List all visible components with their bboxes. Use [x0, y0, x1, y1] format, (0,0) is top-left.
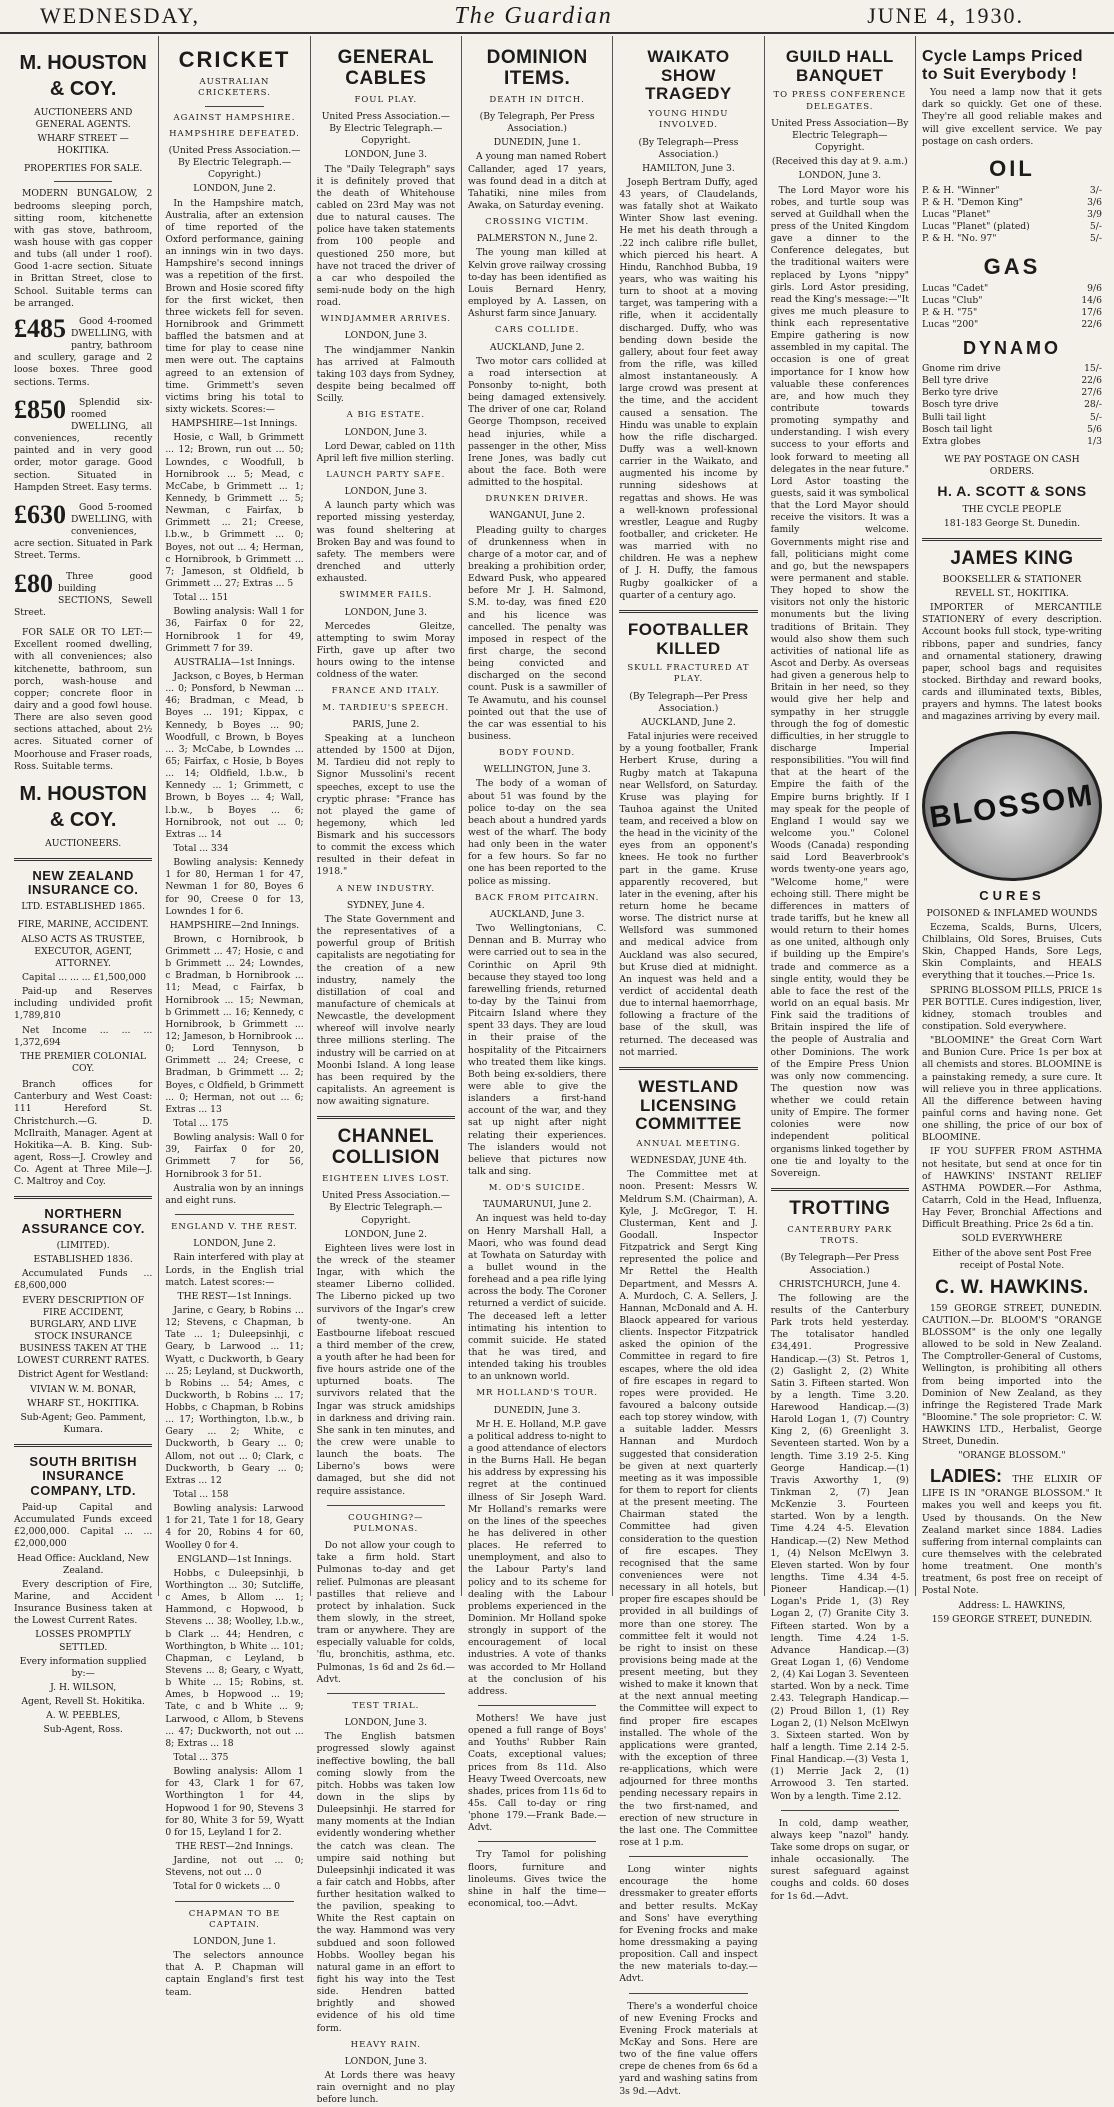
price-row — [922, 399, 1102, 411]
guildhall-credit: United Press Association—By Electric Telegraph—Copyright. — [771, 117, 909, 154]
nzi-fire: FIRE, MARINE, ACCIDENT. — [17, 919, 149, 931]
king-sub: BOOKSELLER & STATIONER — [942, 573, 1082, 585]
dominion-d8: DUNEDIN, June 3. — [493, 1404, 581, 1416]
price-item-label: Berko tyre drive — [921, 387, 999, 399]
price-item-label: P. & H. "Winner" — [921, 184, 1000, 196]
dominion-p7: An inquest was held to-day on Henry Marshall Hall, a Maori, who was found dead at Towhata on Saturday with a bullet wound in the forehead and a pea rifle lying across the body. The Coroner returned a verdict of suicide. The deceased left a letter intimating his intention to commit suicide. He stated that he was tired, and intended taking his troubles to an unknown world. — [467, 1213, 607, 1383]
price-row — [922, 307, 1102, 319]
south-british-heading: SOUTH BRITISH INSURANCE COMPANY, LTD. — [29, 1454, 137, 1498]
cricket-sub-3: HAMPSHIRE DEFEATED. — [169, 128, 300, 139]
cables-sub-10: HEAVY RAIN. — [350, 2039, 421, 2050]
price-row — [922, 221, 1102, 233]
poisoned-heading: POISONED & INFLAMED WOUNDS — [926, 907, 1098, 919]
south-desc: Every description of Fire, Marine, and Accident Insurance Business taken at the Lowest Current Rates. — [14, 1578, 153, 1627]
property-3 — [14, 394, 153, 494]
divider — [619, 610, 757, 613]
scott-addr: 181-183 George St. Dunedin. — [943, 517, 1081, 529]
cables-p1: The "Daily Telegraph" says it is definitely proved that the death of Whitehouse cabled on 23rd May was not due to natural causes. The police have taken statements from 100 people and questioned 250 more, but have not traced the driver of a car who despoiled the semi-nude body on the high road. — [316, 163, 455, 309]
dominion-d3: AUCKLAND, June 2. — [489, 341, 585, 353]
divider — [771, 1188, 909, 1191]
cricket-para-1: In the Hampshire match, Australia, after an extension of time reported of the Oxford performance, gaining an innings win in two days. Hampshire's second innings was a repetition of the first. Brown and Hosie scored fifty for the first wicket, then three wickets fell for seven. Hornibrook and Grimmett baffled the batsmen and at time for play to cease nine men were out. The captains agreed to an extension of time. Grimmett's seven victims bring his total to sixty wickets. Scores:— — [165, 197, 304, 416]
price-item-value: 5/6 — [1087, 423, 1102, 435]
northern-every: EVERY DESCRIPTION OF FIRE ACCIDENT, BURGLARY, AND LIVE STOCK INSURANCE BUSINESS TAKEN AT THE LOWEST CURRENT RATES. — [17, 1294, 150, 1367]
dominion-p4: Pleading guilty to charges of drunkenness when in charge of a motor car, and of breaking a prohibition order, Edward Pusk, who appeared before Mr J. H. Salmond, S.M. to-day, was fined £20 and his licence was cancelled. The penalty was imposed in respect of the first charge, the second being convicted and discharged on the second count. Pusk is a sawmiller of Te Awamutu, and his counsel pointed out that the use of the car was essential to his business. — [467, 524, 607, 742]
south-wilson-addr: Agent, Revell St. Hokitika. — [21, 1696, 145, 1708]
king-text: IMPORTER of MERCANTILE STATIONERY of every description. Account books full stock, type-writing ribbons, paper and sundries, fancy and ornamental stationery, drawing paper, school bags and requisites stocked. Birthday and reward books, cards and illuminated texts, Bibles, prayers and hymns. The latest books and magazines arriving by every mail. — [921, 602, 1102, 723]
guildhall-heading: GUILD HALL BANQUET — [785, 47, 894, 85]
waikato-heading: WAIKATO SHOW TRAGEDY — [645, 47, 732, 104]
divider — [629, 1856, 747, 1857]
dominion-p5: The body of a woman of about 51 was found by the police to-day on the sea beach about a hundred yards west of the wharf. The body had only been in the water for a few hours. So far no one has been reported to the police as missing. — [467, 778, 607, 887]
dynamo-heading: DYNAMO — [962, 338, 1061, 359]
dominion-p8: Mr H. E. Holland, M.P. gave a political address to-night to a good attendance of electors in the Burns Hall. He began his address by expressing his regret at the continued illness of Sir Joseph Ward. Mr Holland's remarks were on the lines of the speeches he has delivered in other places. He referred to unemployment, and also to the Labour Party's land policy and to its scheme for dealing with the Labour problems experienced in the Dominion. Mr Holland spoke strongly in support of the encouragement of local industries. A vote of thanks was accorded to Mr Holland at the conclusion of his address. — [467, 1418, 607, 1697]
column-7-ads — [916, 36, 1108, 1625]
cables-p10: At Lords there was heavy rain overnight and no play before lunch. — [316, 2070, 455, 2106]
cricket-scores-2: Jackson, c Boyes, b Herman ... 0; Ponsford, b Newman ... 46; Bradman, c Mead, b Boyes ... 191; Kippax, c Kennedy, b Boyes ... 90; Woodfull, c Brown, b Boyes ... 3; McCabe, b Lowndes ... 65; Fairfax, c Hosie, b Boyes ... 14; Oldfield, l.b.w., b Kennedy ... 1; Grimmett, c Brown, b Boyes ... 4; Wall, l.b.w., b Boyes ... 6; Hornibrook, not out ... 0; Extras ... 14 — [165, 670, 304, 840]
cables-p2: The windjammer Nankin has arrived at Falmouth taking 103 days from Sydney, despite being becalmed off Scilly. — [316, 344, 455, 405]
cables-sub-7: A NEW INDUSTRY. — [336, 883, 436, 894]
nzi-branch: Branch offices for Canterbury and West Coast: 111 Hereford St. Christchurch.—G. D. McIlraith, Manager. Agent at Hokitika—A. B. King. Sub-agent, Ross—J. Crowley and Co. Agent at Three Mile—J. C. Maltroy and Coy. — [14, 1079, 153, 1188]
cables-d7: SYDNEY, June 4. — [346, 899, 425, 911]
nzi-trustee: ALSO ACTS AS TRUSTEE, EXECUTOR, AGENT, ATTORNEY. — [21, 933, 146, 969]
cables-p5: Mercedes Gleitze, attempting to swim Moray Firth, gave up after two hours owing to the intense coldness of the water. — [316, 620, 455, 681]
divider — [619, 1067, 757, 1070]
south-peebles-addr: Sub-Agent, Ross. — [43, 1724, 123, 1736]
postage-note: WE PAY POSTAGE ON CASH ORDERS. — [944, 453, 1080, 478]
coughing-ad-heading: COUGHING?—PULMONAS. — [348, 1512, 424, 1534]
cables-p9: The English batsmen progressed slowly against ineffective bowling, the ball coming slowly from the pitch. Hobbs was taken low down in the slips by Duleepsinhji. He starred for many moments at the Indian evidently wondering whether the catch was clean. The umpire said nothing but Duleepsinhji indicated it was a fair catch and Hobbs, after further hesitation walked to the pavilion, speaking to White the Rest captain on the way. Hammond was very subdued and soon followed Hobbs. Woolley began his natural game in an effort to fight his way into the Test side. Hendren batted brightly and showed evidence of his old time form. — [316, 1731, 455, 2034]
cables-sub-1: FOUL PLAY. — [354, 94, 418, 105]
ladies-text: THE ELIXIR OF LIFE IS IN "ORANGE BLOSSOM." It makes you well and keeps you fit. Used by thousands. On the New Zealand market since 1884. Ladies suffering from internal complaints can cure themselves with the celebrated home treatment. One month's treatment, 6s post free on receipt of Postal Note. — [921, 1473, 1102, 1597]
price-item-value: 3/6 — [1087, 197, 1102, 209]
newspaper-page — [8, 36, 1108, 2106]
price-item-label: Gnome rim drive — [921, 362, 1001, 374]
price-row — [922, 233, 1102, 245]
bloomine-text: "BLOOMINE" the Great Corn Wart and Bunion Cure. Price 1s per box at all chemists and stores. BLOOMINE is a painstaking remedy, a sure cure. It will relieve you in three applications. All the difference between having painful corns and having none. Get one shilling, the price of our box of BLOOMINE. — [921, 1035, 1102, 1144]
price-item-label: Bosch tyre drive — [921, 399, 999, 411]
channel-heading: CHANNEL COLLISION — [331, 1126, 440, 1169]
dominion-d2: PALMERSTON N., June 2. — [476, 233, 598, 245]
dominion-sub-2: CROSSING VICTIM. — [485, 217, 590, 228]
price-850: £850 — [14, 394, 66, 424]
tamol-ad: Try Tamol for polishing floors, furniture and linoleums. Gives twice the shine in half the time—economical, too.—Advt. — [467, 1849, 607, 1909]
northern-vivian-addr: WHARF ST., HOKITIKA. — [27, 1397, 140, 1409]
asthma-text: IF YOU SUFFER FROM ASTHMA not hesitate, but send at once for tin of HAWKINS' INSTANT RELIEF ASTHMA POWDER.—For Asthma, Catarrh, Cold in the Head, Influenza, Hay Fever, Bronchial Affections and Difficult Breathing. Price 2s 6d a tin. — [921, 1146, 1102, 1231]
column-1-ads — [8, 36, 159, 1736]
northern-district: District Agent for Westland: — [17, 1369, 149, 1381]
south-peebles: A. W. PEEBLES, — [46, 1710, 121, 1722]
price-item-value: 5/- — [1089, 221, 1102, 233]
price-row — [922, 185, 1102, 197]
cables-d1: LONDON, June 3. — [344, 149, 428, 161]
northern-funds: Accumulated Funds ... £8,600,000 — [14, 1268, 153, 1292]
northern-heading: NORTHERN ASSURANCE COY. — [21, 1206, 145, 1236]
nzi-colonial: THE PREMIER COLONIAL COY. — [20, 1050, 147, 1075]
footballer-credit: (By Telegraph—Per Press Association.) — [629, 690, 748, 714]
price-item-label: Lucas "Cadet" — [921, 282, 989, 294]
price-row — [922, 436, 1102, 448]
trotting-p2: The following are the results of the Canterbury Park trots held yesterday. The totalisator handled £34,491. Progressive Handicap.—(3) St. Petros 1, (2) Gaslight 2, (2) White Satin 3. Fifteen started. Won by a length. Time 3.20. Harewood Handicap.—(3) Harold Logan 1, (7) Country King 2, (6) Greenlight 3. Seventeen started. Won by a length. Time 3.19 2-5. King George Handicap.—(1) Travis Axworthy 1, (9) Tinkman 2, (7) Jean McKenzie 3. Fourteen started. Won by a length. Time 4.24 4-5. Elevation Handicap.—(2) New Method 1, (4) Nelson McElwyn 3. Eleven started. Won by four lengths. Time 4.34 4-5. Pioneer Handicap.—(1) Logan's Pride 1, (3) Rey Logan 2, (7) Granite City 3. Fifteen started. Won by a length. Time 4.24 1-5. Advance Handicap.—(3) Great Logan 1, (6) Vendome 2, (4) Kai Logan 3. Seventeen started. Won by a neck. Time 2.43. Telegraph Handicap.—(2) Proud Billon 1, (1) Rey Logan 2, (1) Nelson McElwyn 3. Sixteen started. Won by half a length. Time 2.14 2-5. Final Handicap.—(3) Vesta 1, (1) Merrie Jack 2, (1) Arrowood 3. Ten started. Won by a length. Time 2.12. — [770, 1292, 909, 1802]
price-item-label: Lucas "200" — [921, 319, 979, 331]
footballer-p2: Fatal injuries were received by a young footballer, Frank Herbert Kruse, during a Rugby match at Takapuna near Wellsford, on Saturday. Kruse was playing for Tauhoa against the United team, and received a blow on the head in the vicinity of the eyes from an opponent's knees. He took no further part in the game. Kruse apparently recovered, but later in the evening, after his return home he became worse. The district nurse at Wellsford was summoned and medical advice from Auckland was also secured, but Kruse died at midnight. An inquest was held and a verdict of accidental death due to internal haemorrhage, following a fracture of the base of the skull, was returned. The deceased was not married. — [619, 731, 758, 1058]
price-item-value: 22/6 — [1081, 319, 1102, 331]
oil-price-list — [922, 185, 1102, 246]
waikato-d1: HAMILTON, June 3. — [642, 162, 735, 174]
cycle-text: You need a lamp now that it gets dark so quickly. Get one of these. They're all good reliable makes and will give excellent service. We pay postage on cash orders. — [921, 87, 1102, 147]
price-item-label: Bell tyre drive — [921, 375, 989, 387]
divider — [14, 1196, 152, 1199]
south-wilson: J. H. WILSON, — [50, 1681, 117, 1693]
cures-heading: CURES — [979, 888, 1045, 904]
eczema-text: Eczema, Scalds, Burns, Ulcers, Chilblains, Old Sores, Bruises, Cuts Skin, Chapped Hands, Sore Legs, Skin Complaints, and HEALS everything that it touches.—Price 1s. — [921, 921, 1102, 982]
address: Address: L. HAWKINS, — [958, 1599, 1066, 1611]
dominion-credit: (By Telegraph, Per Press Association.) — [479, 111, 595, 135]
sold-everywhere: SOLD EVERYWHERE — [961, 1233, 1063, 1245]
cricket-scores-3: Brown, c Hornibrook, b Grimmett ... 47; Hosie, c and b Grimmett ... 24; Lowndes, c Bradman, b Hornibrook ... 11; Mead, c Fairfax, b Hornibrook ... 15; Newman, b Grimmett ... 16; Kennedy, c Hornibrook, b Grimmett ... 12; Jameson, b Hornibrook ... 0; Lord Tennyson, b Grimmett ... 24; Creese, c Bradman, b Grimmett ... 2; Boyes, c Oldfield, b Grimmett ... 0; Herman, not out ... 6; Extras ... 13 — [165, 933, 304, 1115]
oil-heading: OIL — [989, 155, 1035, 181]
property-1: MODERN BUNGALOW, 2 bedrooms sleeping porch, sitting room, kitchenette with gas stove, bathroom, wash house with gas copper and tubs (all under 1 roof). Good 1-acre section. Situate in Brittan Street, close to School. Suitable terms can be arranged. — [14, 188, 153, 309]
cables-d5: LONDON, June 3. — [344, 606, 428, 618]
nazol-ad: In cold, damp weather, always keep "nazol" handy. Take some drops on sugar, or inhale occasionally. The surest safeguard against coughs and colds. 60 doses for 1s 6d.—Advt. — [770, 1817, 909, 1902]
price-row — [922, 363, 1102, 375]
cricket-heading: CRICKET — [178, 47, 291, 72]
waikato-p1: Joseph Bertram Duffy, aged 43 years, of Claudelands, was fatally shot at Waikato Winter Show last evening. He met his death through a .22 inch calibre rifle bullet, which pierced his heart. A Hindu, Ranchhod Bubba, 19 years, who was waiting his turn to shoot at a moving target, was tampering with a rifle, when it accidentally discharged. Duffy, who was bending down beside the gallery, about four feet away from the rifle, was killed almost instantaneously. A large crowd was present at the time, and the accident caused a sensation. The Hindu was unable to explain how the rifle discharged. Duffy was a well-known carrier in the Waikato, and augmented his income by running sideshows at regattas and shows. He was a well-known professional wrestler, League and Rugby footballer, and cricketer. He was married with no children. He was a nephew of J. H. Duffy, the famous Rugby goalkicker of a quarter of a century ago. — [619, 176, 758, 601]
divider — [175, 1214, 293, 1215]
channel-p8: Eighteen lives were lost in the wreck of the steamer Ingar, with which the steamer Liberno collided. The Liberno picked up two survivors of the Ingar's crew of twenty-one. An Eastbourne lifeboat rescued a third member of the crew, a youth after he had been for five hours astride one of the upturned boats. The survivors related that the Ingar was struck amidships in darkness and driving rain. She sank in ten minutes, and the crew were unable to launch the boats. The Liberno's bows were damaged, but she did not require assistance. — [316, 1242, 455, 1497]
licensing-p3: The Committee met at noon. Present: Messrs W. Meldrum S.M. (Chairman), A. Kyle, J. McGregor, T. H. Clusterman, Kent and J. Goodall. Inspector Fitzpatrick and Sergt King represented the police and Mr Rettel the Health Department, and Messrs A. A. Murdoch, C. A. Sellers, J. Hannan, McDonald and A. H. Blaock appeared for various clients. Inspector Fitzpatrick asked the opinion of the Committee in regard to fire escapes, where the old idea of fire escapes in regard to ropes were provided. He favoured a balcony outside each top storey window, with a suitable ladder. Messrs Hannan and Murdoch suggested that consideration be given at next quarterly meeting as it was impossible for them to report for clients at the present meeting. The Chairman stated the Committee had given consideration to the question of fire escapes. They recognised that the same conveniences were not necessary in all hotels, but proper fire escapes should be provided in all buildings of more than one storey. The committee felt it would not be right to insist on these provisions being made at the present meeting, but they wished to make it known that at the next annual meeting the Committee will expect to find proper fire escapes installed. The whole of the applications were granted, with the exception of three re-applications, which were adjourned for three months pending necessary repairs in the two first-named, and erection of new structure in the last one. The Committee rose at 1 p.m. — [619, 1169, 758, 1849]
cables-sub-6b: M. TARDIEU'S SPEECH. — [322, 702, 450, 713]
divider — [54, 181, 112, 182]
waikato-credit: (By Telegraph—Press Association.) — [638, 136, 739, 160]
price-row — [922, 319, 1102, 331]
property-3-text: Splendid six-roomed DWELLING, all conveniences, recently painted and in very good order, motor garage. Good section. Situated in Hampden Street. Easy terms. — [14, 396, 153, 493]
northern-limited: (LIMITED). — [56, 1240, 110, 1252]
nzi-reserves: Paid-up and Reserves including undivided profit 1,789,810 — [14, 986, 153, 1022]
trotting-sub: CANTERBURY PARK TROTS. — [787, 1224, 893, 1247]
cables-d3: LONDON, June 3. — [344, 426, 428, 438]
cricket-bowling-4: Bowling analysis: Larwood 1 for 21, Tate 1 for 18, Geary 4 for 20, Robins 4 for 60, Woolley 0 for 4. — [165, 1503, 304, 1551]
property-2 — [14, 313, 153, 389]
footballer-heading: FOOTBALLER KILLED — [627, 619, 750, 658]
cricket-para-2: Rain interfered with play at Lords, in the English trial match. Latest scores:— — [165, 1252, 304, 1288]
south-losses: LOSSES PROMPTLY SETTLED. — [35, 1629, 132, 1653]
cables-p7: The State Government and the representatives of a powerful group of British capitalists are negotiating for the creation of a new industry, namely the distillation of coal and manufacture of chemicals at Newcastle, the development whereof will involve nearly three millions sterling. The industry will be carried on at Moonbi Island. A long lease has been required by the capitalists. An agreement is now awaiting signature. — [316, 913, 455, 1108]
cricket-scores-4: Jarine, c Geary, b Robins ... 12; Stevens, c Chapman, b Tate ... 1; Duleepsinhji, c Geary, b Larwood ... 11; Wyatt, c Duckworth, b Geary ... 25; Leyland, st Duckworth, b Robins ... 54; Ames, c Duckworth, b Robins ... 17; Hobbs, c Chapman, b Robins ... 17; Worthington, l.b.w., b Geary ... 2; White, c Duckworth, b Geary ... 0; Allom, not out ... 0; Clark, c Duckworth, b Geary ... 0; Extras ... 12 — [165, 1304, 304, 1486]
dominion-sub-3: CARS COLLIDE. — [494, 325, 580, 336]
price-row — [922, 197, 1102, 209]
guildhall-sub: TO PRESS CONFERENCE DELEGATES. — [773, 90, 907, 112]
licensing-d3: WEDNESDAY, JUNE 4th. — [630, 1155, 747, 1167]
houston-heading-2: M. HOUSTON & COY. — [19, 782, 147, 832]
price-item-value: 15/- — [1084, 362, 1102, 374]
property-6: FOR SALE OR TO LET:—Excellent roomed dwelling, with all conveniences; also kitchenette, bathroom, sun porch, wash-house and copper; concrete floor in dairy and a good fowl house. There are also seven good sections attached, about 2½ acres. Situated corner of Moorhouse and Fraser roads, Ross. Suitable terms. — [14, 627, 153, 772]
address-2: 159 GEORGE STREET, DUNEDIN. — [931, 1613, 1093, 1625]
trotting-credit: (By Telegraph—Per Press Association.) — [780, 1252, 899, 1276]
south-paidup: Paid-up Capital and Accumulated Funds exceed £2,000,000. Capital ... ... £2,000,000 — [14, 1502, 153, 1550]
price-item-label: Bulli tail light — [921, 411, 986, 423]
spring-text: SPRING BLOSSOM PILLS, PRICE 1s PER BOTTLE. Cures indigestion, liver, kidney, stomach troubles and constipation. Sold everywhere. — [921, 984, 1102, 1033]
divider — [317, 1116, 455, 1119]
cricket-bowling-5: Bowling analysis: Allom 1 for 43, Clark 1 for 67, Worthington 1 for 44, Hopwood 1 for 90, Stevens 3 for 80, White 3 for 59, Wyatt 0 for 15, Leyland 1 for 2. — [165, 1766, 304, 1838]
price-item-value: 1/3 — [1087, 435, 1102, 447]
cables-heading: GENERAL CABLES — [337, 47, 435, 89]
blossom-seal-logo — [922, 731, 1102, 881]
cables-sub-9: TEST TRIAL. — [352, 1700, 420, 1711]
guildhall-p1: The Lord Mayor wore his robes, and turtle soup was served at Guildhall when the press of the United Kingdom gave a dinner to the Conference delegates, but the traditional waiters were replaced by Lyons "nippy" girls. Lord Astor presiding, read the King's message:—"It gives me much pleasure to think each representative Empire gathering is now assembled in my capital. The occasion is one of great importance for I know how valuable these conferences are, and how much they contribute towards promoting sympathy and understanding. I wish every success to your efforts and look forward to meeting all delegates in the near future." Lord Astor toasting the guests, said it was symbolical that the Lord Mayor should receive the visitors. It was a family welcome. Governments might rise and fall, politicians might come and go, but the newspapers were permanent and stable. They hoped to show the visitors not only the historic monuments but the living traditions of Britain. They would also show them such activities of national life as Ascot and Derby. As overseas had given a generous help to Britain in her need, so they would give her help and sympathy in her struggle through the fog of domestic difficulties, in her struggle to discharge Imperial responsibilities. "You will find that at the heart of the Empire the faith of the Empire burns brightly. If I may speak for the people of England I would say we welcome you." Colonel Woods (Canada) responding said Lord Beaverbrook's words twenty-one years ago, "Welcome home," were echoing still. There might be differences in matters of trade tariffs, but he knew all would return to their homes as one united, although only if building up the Empire's trade and commerce as a single entity, would they be able to face the rest of the world on an equal basis. Mr Fink said the traditions of Britain inspired the life of the people of Australia and other Dominions. The work of the Empire Press Union was only now commencing. The question now was whether we could retain unity of Empire. The former colonies were now independent political organisms linked together by one tie and loyalty to the Sovereign. — [770, 184, 909, 1179]
price-row — [922, 424, 1102, 436]
either-text: Either of the above sent Post Free receipt of Postal Note. — [932, 1247, 1092, 1271]
cricket-bowling-2: Bowling analysis: Kennedy 1 for 80, Herman 1 for 47, Newman 1 for 80, Boyes 6 for 90, Creese 0 for 13, Lowndes 1 for 6. — [165, 857, 304, 917]
price-row — [922, 387, 1102, 399]
price-80: £80 — [14, 568, 53, 598]
divider — [327, 1505, 445, 1506]
nzi-est: LTD. ESTABLISHED 1865. — [21, 901, 146, 913]
waikato-sub: YOUNG HINDU INVOLVED. — [648, 109, 729, 131]
cables-d4: LONDON, June 3. — [344, 486, 428, 498]
cricket-total-5: Total ... 375 — [173, 1752, 229, 1763]
property-4-text: Good 5-roomed DWELLING, with conveniences, acre section. Situated in Park Street. Terms. — [14, 501, 153, 562]
licensing-sub: ANNUAL MEETING. — [636, 1138, 741, 1149]
south-head: Head Office: Auckland, New Zealand. — [17, 1552, 150, 1576]
cricket-bowling-1: Bowling analysis: Wall 1 for 36, Fairfax 0 for 22, Hornibrook 1 for 49, Grimmett 7 for 39. — [165, 606, 304, 654]
dominion-sub-7: M. OD'S SUICIDE. — [488, 1183, 586, 1194]
price-630: £630 — [14, 499, 66, 529]
cricket-h6: THE REST—2nd Innings. — [175, 1840, 294, 1852]
cables-d2: LONDON, June 3. — [344, 330, 428, 342]
divider — [175, 1901, 293, 1902]
column-3-cables — [311, 36, 462, 2106]
divider — [14, 1444, 152, 1447]
nzi-net: Net Income ... ... ... 1,372,694 — [14, 1024, 153, 1048]
dominion-sub-5: BODY FOUND. — [499, 748, 576, 759]
cables-credit: United Press Association.—By Electric Telegraph.—Copyright. — [321, 111, 450, 147]
dominion-sub-4: DRUNKEN DRIVER. — [485, 494, 589, 505]
dominion-p1: A young man named Robert Callander, aged 17 years, was found dead in a ditch at Tahatiki, nine miles from Awaka, on Saturday evening. — [467, 151, 607, 211]
divider — [327, 1693, 445, 1694]
channel-credit: United Press Association.—By Electric Telegraph.—Copyright. — [321, 1190, 450, 1226]
divider — [629, 1993, 747, 1994]
property-5 — [14, 568, 153, 620]
divider — [781, 1810, 899, 1811]
gas-heading: GAS — [983, 253, 1041, 279]
property-4 — [14, 499, 153, 563]
masthead-day: WEDNESDAY, — [40, 3, 200, 28]
cricket-sub-2: AGAINST HAMPSHIRE. — [173, 112, 296, 123]
dynamo-price-list — [922, 363, 1102, 448]
cables-sub-5: SWIMMER FAILS. — [339, 590, 433, 601]
cricket-bowling-3: Bowling analysis: Wall 0 for 39, Fairfax 0 for 20, Grimmett 7 for 56, Hornibrook 3 for 51. — [165, 1132, 304, 1180]
king-heading: JAMES KING — [950, 547, 1074, 569]
licensing-heading: WESTLAND LICENSING COMMITTEE — [635, 1076, 742, 1134]
northern-subagent: Sub-Agent; Geo. Pamment, Kumara. — [20, 1411, 146, 1435]
dominion-sub-6: BACK FROM PITCAIRN. — [474, 892, 600, 903]
cricket-total-4: Total ... 158 — [173, 1489, 229, 1501]
cables-p6: Speaking at a luncheon attended by 1500 at Dijon, M. Tardieu did not reply to Signor Mussolini's recent speeches, except to use the cryptic phrase: "France has not played the game of hegemony, which led Bismark and his successors to commit the excess which resulted in their defeat in 1918." — [316, 732, 455, 878]
orange-blossom: "ORANGE BLOSSOM." — [958, 1450, 1066, 1462]
dominion-d4: WANGANUI, June 2. — [489, 510, 585, 522]
dominion-d7: TAUMARUNUI, June 2. — [482, 1199, 592, 1211]
price-item-value: 17/6 — [1081, 306, 1102, 318]
price-item-value: 5/- — [1089, 233, 1102, 245]
price-item-label: Bosch tail light — [921, 423, 993, 435]
cricket-dateline: LONDON, June 2. — [193, 183, 276, 195]
cables-d10: LONDON, June 3. — [344, 2055, 428, 2067]
divider — [205, 106, 263, 107]
cricket-h4: THE REST—1st Innings. — [177, 1290, 292, 1302]
price-item-value: 28/- — [1084, 399, 1102, 411]
divider — [478, 1841, 596, 1842]
price-item-label: P. & H. "Demon King" — [921, 197, 1024, 209]
cricket-dateline-3: LONDON, June 1. — [193, 1935, 276, 1947]
footballer-d2: AUCKLAND, June 2. — [641, 716, 736, 728]
guildhall-recv: (Received this day at 9. a.m.) — [771, 156, 908, 168]
column-4-dominion — [462, 36, 613, 1909]
cricket-eng: ENGLAND V. THE REST. — [171, 1222, 298, 1233]
guildhall-d1: LONDON, June 3. — [798, 170, 882, 182]
cables-sub-6: FRANCE AND ITALY. — [331, 686, 441, 697]
northern-est: ESTABLISHED 1836. — [33, 1254, 133, 1266]
channel-d8: LONDON, June 2. — [344, 1228, 428, 1240]
price-item-value: 3/- — [1089, 184, 1102, 196]
cables-d9: LONDON, June 3. — [344, 1717, 428, 1729]
dominion-sub-8: MR HOLLAND'S TOUR. — [476, 1388, 598, 1399]
cricket-win: Australia won by an innings and eight runs. — [165, 1182, 304, 1206]
south-info: Every information supplied by:— — [19, 1655, 147, 1679]
cricket-total-3: Total ... 175 — [173, 1118, 229, 1130]
cricket-h1: HAMPSHIRE—1st Innings. — [171, 418, 298, 430]
trotting-heading: TROTTING — [789, 1198, 891, 1220]
coughing-ad-text: Do not allow your cough to take a firm hold. Start Pulmonas to-day and get relief. Pulmonas are pleasant pastilles that relieve and protect by inhalation. Suck them slowly, in the street, tram or anywhere. They are especially valuable for colds, 'flu, bronchitis, asthma, etc. Pulmonas, 1s 6d and 2s 6d.—Advt. — [316, 1540, 455, 1685]
price-item-label: Extra globes — [921, 435, 981, 447]
price-row — [922, 283, 1102, 295]
dominion-d5: WELLINGTON, June 3. — [483, 764, 591, 776]
price-item-label: P. & H. "75" — [921, 306, 978, 318]
price-item-value: 22/6 — [1081, 375, 1102, 387]
price-item-value: 27/6 — [1081, 387, 1102, 399]
nzi-heading: NEW ZEALAND INSURANCE CO. — [27, 867, 139, 898]
masthead-date: JUNE 4, 1930. — [867, 3, 1024, 28]
channel-sub: EIGHTEEN LIVES LOST. — [322, 1174, 450, 1185]
price-item-value: 14/6 — [1081, 294, 1102, 306]
cricket-para-3: The selectors announce that A. P. Chapman will captain England's first test team. — [165, 1950, 304, 1998]
auctioneers: AUCTIONEERS. — [45, 837, 122, 849]
cricket-sub-1: AUSTRALIAN CRICKETERS. — [198, 77, 271, 99]
price-item-label: Lucas "Planet" (plated) — [921, 221, 1030, 233]
blossom-seal-text: BLOSSOM — [927, 778, 1097, 835]
price-item-value: 3/9 — [1087, 209, 1102, 221]
cricket-scores-6: Jardine, not out ... 0; Stevens, not out ... 0 — [165, 1855, 304, 1879]
cables-p3: Lord Dewar, cabled on 11th April left five million sterling. — [316, 440, 455, 464]
price-item-value: 5/- — [1089, 411, 1102, 423]
cables-sub-4: LAUNCH PARTY SAFE. — [326, 469, 446, 480]
bade-ad: Mothers! We have just opened a full range of Boys' and Youths' Rubber Rain Coats, exceptional values; prices from 8s 11d. Also Heavy Tweed Overcoats, new shades, prices from 11s 6d to 45s. Call to-day or ring 'phone 179.—Frank Bade.—Advt. — [467, 1712, 607, 1834]
column-2-cricket — [159, 36, 310, 1998]
ladies-heading: LADIES: — [929, 1465, 1002, 1486]
scott-sub: THE CYCLE PEOPLE — [962, 503, 1062, 515]
dominion-p6: Two Wellingtonians, C. Dennan and B. Murray who were carried out to sea in the Corinthic on April 9th because they stayed too long farewelling friends, returned to-day by the Tainui from Pitcairn Island where they spent 33 days. They are loud in their praise of the hospitality of the Pitcairners who treated them like kings. Both being ex-soldiers, there were able to give the islanders a first-hand account of the war, and they sat up night after night relating their experiences. The islanders would not believe that pictures now talk and sing. — [467, 923, 607, 1177]
cycle-heading: Cycle Lamps Priced to Suit Everybody ! — [921, 48, 1084, 83]
divider — [14, 858, 152, 861]
houston-sub: AUCTIONEERS AND GENERAL AGENTS. — [34, 106, 133, 130]
trotting-d2: CHRISTCHURCH, June 4. — [779, 1278, 901, 1290]
price-item-label: Lucas "Planet" — [921, 209, 991, 221]
hawkins-text: 159 GEORGE STREET, DUNEDIN. CAUTION.—Dr. BLOOM'S "ORANGE BLOSSOM" is the only one legally allowed to be sold in New Zealand. The Comptroller-General of Customs, Wellington, is prohibiting all others from being imported into the Dominion of New Zealand, as they infringe the Registered Trade Mark "Bloomine." The sole proprietor: C. W. HAWKINS LTD., Herbalist, George Street, Dunedin. — [921, 1302, 1102, 1448]
dominion-p2: The young man killed at Kelvin grove railway crossing to-day has been identified as Louis Bernard Henry, employed by A. Lassen, on Ashurst farm since January. — [467, 247, 607, 320]
masthead-title: The Guardian — [454, 2, 613, 29]
cricket-scores-1: Hosie, c Wall, b Grimmett ... 12; Brown, run out ... 50; Lowndes, c Woodfull, b Hornibrook ... 5; Mead, c McCabe, b Grimmett ... 1; Kennedy, b Grimmett ... 5; Newman, c Fairfax, b Grimmett ... 21; Creese, l.b.w., b Grimmett ... 0; Boyes, not out ... 4; Herman, c Hornibrook, b Grimmett ... 7; Jameson, st Oldfield, b Grimmett ... 27; Extras ... 5 — [165, 432, 304, 589]
properties-heading: PROPERTIES FOR SALE. — [23, 163, 143, 175]
northern-vivian: VIVIAN W. M. BONAR, — [30, 1383, 137, 1395]
property-2-text: Good 4-roomed DWELLING, with pantry, bathroom and scullery, garage and 2 loose boxes. Three good sections. Terms. — [14, 315, 153, 388]
cricket-total-6: Total for 0 wickets ... 0 — [173, 1881, 281, 1893]
hawkins-heading: C. W. HAWKINS. — [935, 1276, 1089, 1298]
gas-price-list — [922, 283, 1102, 332]
dominion-heading: DOMINION ITEMS. — [486, 47, 588, 89]
price-item-label: P. & H. "No. 97" — [921, 233, 997, 245]
footballer-sub: SKULL FRACTURED AT PLAY. — [627, 663, 750, 685]
cricket-credit: (United Press Association.—By Electric Telegraph.—Copyright.) — [168, 145, 301, 181]
divider — [922, 538, 1102, 541]
mckay-ad-2: There's a wonderful choice of new Evening Frocks and Evening Frock materials at McKay and Sons. Here are two of the fine value offers crepe de chenes from 6s 6d a yard and washing satins from 3s 9d.—Advt. — [619, 2000, 758, 2097]
cables-sub-3: A BIG ESTATE. — [346, 410, 426, 421]
column-5-waikato — [613, 36, 764, 2097]
cricket-captain: CHAPMAN TO BE CAPTAIN. — [188, 1908, 281, 1930]
column-6-guildhall — [765, 36, 916, 1902]
price-row — [922, 295, 1102, 307]
houston-heading: M. HOUSTON & COY. — [19, 52, 147, 101]
dominion-d6: AUCKLAND, June 3. — [489, 908, 585, 920]
price-row — [922, 209, 1102, 221]
cricket-h5: ENGLAND—1st Innings. — [177, 1553, 292, 1565]
price-row — [922, 375, 1102, 387]
dominion-d1: DUNEDIN, June 1. — [493, 137, 581, 149]
cables-d6: PARIS, June 2. — [352, 718, 420, 730]
cricket-h2: AUSTRALIA—1st Innings. — [174, 656, 295, 668]
price-item-value: 9/6 — [1087, 282, 1102, 294]
masthead — [0, 0, 1114, 34]
cricket-dateline-2: LONDON, June 2. — [193, 1238, 276, 1250]
price-row — [922, 412, 1102, 424]
cricket-h3: HAMPSHIRE—2nd Innings. — [169, 919, 300, 931]
price-item-label: Lucas "Club" — [921, 294, 983, 306]
king-addr: REVELL ST., HOKITIKA. — [955, 587, 1069, 599]
cricket-total-2: Total ... 334 — [173, 842, 229, 854]
divider — [478, 1705, 596, 1706]
cricket-scores-5: Hobbs, c Duleepsinhji, b Worthington ... 30; Sutcliffe, c Ames, b Allom ... 1; Hammond, c Hopwood, b Stevens ... 38; Woolley, l.b.w., b Clark ... 44; Hendren, c Worthington, b White ... 101; Chapman, c Leyland, b Stevens ... 8; Geary, c Wyatt, b White ... 15; Robins, st. Ames, b Hopwood ... 19; Tate, c and b White ... 9; Larwood, c Allom, b Stevens ... 47; Duckworth, not out ... 8; Extras ... 18 — [165, 1567, 304, 1749]
cables-p4: A launch party which was reported missing yesterday, was found sheltering at Broken Bay and was found to safety. The members were drenched and utterly exhausted. — [316, 500, 455, 585]
dominion-p3: Two motor cars collided at a road intersection at Ponsonby to-night, both being damaged extensively. The driver of one car, Roland George Thompson, received head injuries, while a passenger in the other, Miss Irene Jones, was badly cut about the face. Both were admitted to the hospital. — [467, 355, 607, 489]
dominion-sub-1: DEATH IN DITCH. — [489, 94, 585, 105]
cricket-total-1: Total ... 151 — [173, 592, 229, 604]
scott-heading: H. A. SCOTT & SONS — [937, 483, 1087, 500]
price-485: £485 — [14, 313, 66, 343]
nzi-capital: Capital ... ... ... £1,500,000 — [22, 972, 147, 984]
houston-wharf: WHARF STREET — HOKITIKA. — [37, 133, 129, 157]
mckay-ad-1: Long winter nights encourage the home dressmaker to greater efforts and better results. McKay and Sons' have everything for Evening frocks and make home dressmaking a paying proposition. Call and inspect the new materials to-day.—Advt. — [619, 1864, 758, 1985]
property-5-text: Three good building SECTIONS, Sewell Street. — [14, 570, 153, 618]
cables-sub-2: WINDJAMMER ARRIVES. — [320, 314, 452, 325]
